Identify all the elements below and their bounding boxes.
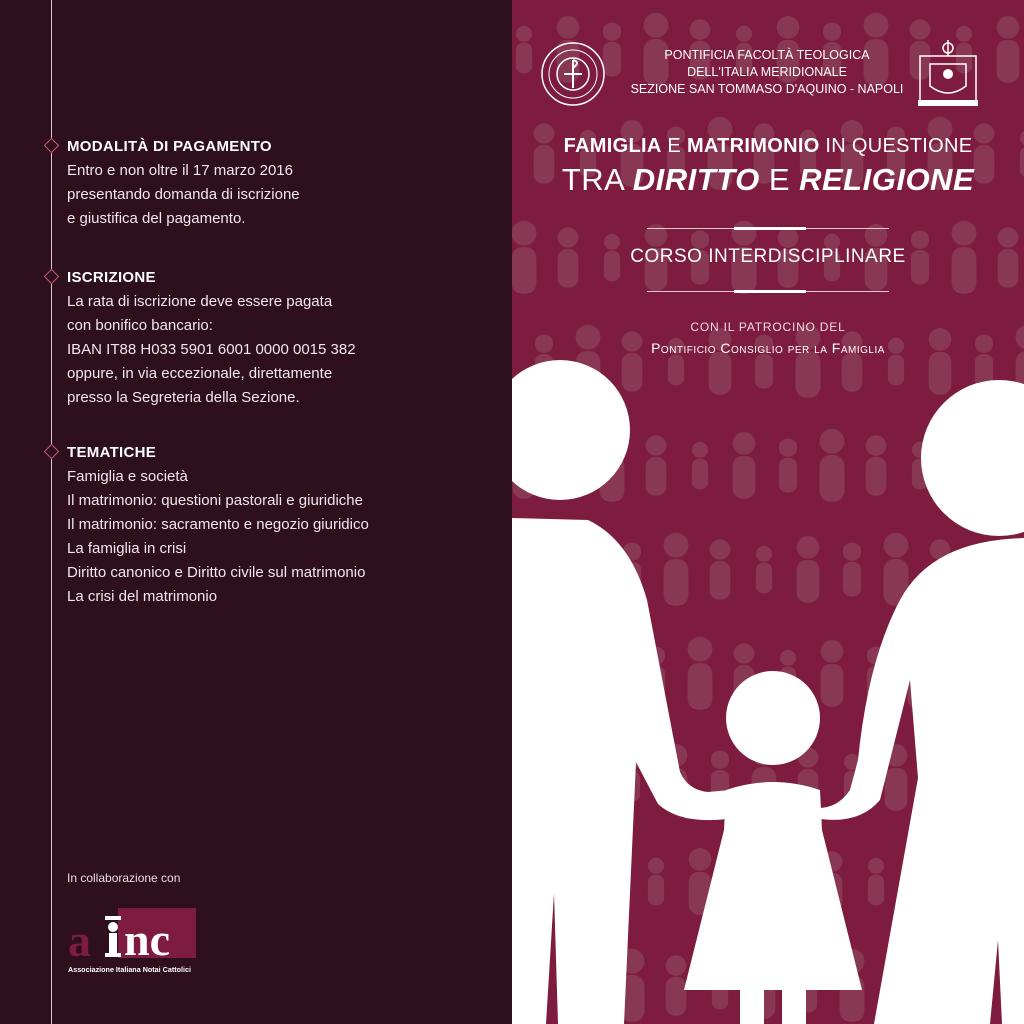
family-silhouette-illustration bbox=[512, 0, 1024, 1024]
diamond-bullet-icon bbox=[44, 138, 60, 154]
mother-head-icon bbox=[921, 380, 1024, 536]
diamond-bullet-icon bbox=[44, 269, 60, 285]
title-word: RELIGIONE bbox=[799, 162, 975, 197]
topic-item: Il matrimonio: sacramento e negozio giuridico bbox=[67, 516, 369, 533]
topic-item: Famiglia e società bbox=[67, 468, 188, 485]
patronage-label: CON IL PATROCINO DEL bbox=[690, 320, 846, 334]
topic-item: La crisi del matrimonio bbox=[67, 588, 218, 605]
collaboration-label: In collaborazione con bbox=[67, 871, 181, 885]
section-title: TEMATICHE bbox=[67, 444, 157, 461]
section-line: Entro e non oltre il 17 marzo 2016 bbox=[67, 162, 293, 179]
section-registration bbox=[67, 269, 487, 410]
topic-item: Diritto canonico e Diritto civile sul matrimonio bbox=[67, 564, 366, 581]
section-title: MODALITÀ DI PAGAMENTO bbox=[67, 138, 272, 155]
section-line: presso la Segreteria della Sezione. bbox=[67, 389, 300, 406]
section-line: oppure, in via eccezionale, direttamente bbox=[67, 365, 333, 382]
section-line: con bonifico bancario: bbox=[67, 317, 213, 334]
child-head-icon bbox=[726, 671, 820, 765]
title-word: DIRITTO bbox=[632, 162, 760, 197]
topic-item: La famiglia in crisi bbox=[67, 540, 187, 557]
title-word: TRA bbox=[561, 162, 633, 197]
ainc-logo bbox=[68, 908, 196, 978]
section-title: ISCRIZIONE bbox=[67, 269, 156, 286]
course-subtitle: CORSO INTERDISCIPLINARE bbox=[630, 246, 906, 267]
svg-text:nc: nc bbox=[124, 914, 170, 965]
father-head-icon bbox=[512, 360, 630, 500]
title-word: E bbox=[661, 135, 687, 157]
section-payment bbox=[67, 138, 487, 231]
topic-item: Il matrimonio: questioni pastorali e giuridiche bbox=[67, 492, 363, 509]
institution-line: DELL'ITALIA MERIDIONALE bbox=[687, 65, 847, 79]
cover-panel bbox=[512, 0, 1024, 1024]
institution-line: PONTIFICIA FACOLTÀ TEOLOGICA bbox=[664, 48, 870, 62]
patronage-name: Pontificio Consiglio per la Famiglia bbox=[651, 340, 885, 356]
section-line: e giustifica del pagamento. bbox=[67, 210, 246, 227]
section-line: presentando domanda di iscrizione bbox=[67, 186, 300, 203]
title-word: MATRIMONIO bbox=[686, 135, 820, 157]
iban-line: IBAN IT88 H033 5901 6001 0000 0015 382 bbox=[67, 341, 356, 358]
logo-caption: Associazione Italiana Notai Cattolici bbox=[68, 965, 192, 974]
title-word: FAMIGLIA bbox=[563, 135, 662, 157]
title-word: E bbox=[759, 162, 800, 197]
diamond-bullet-icon bbox=[44, 444, 60, 460]
title-word: IN QUESTIONE bbox=[819, 135, 973, 157]
institution-line: SEZIONE SAN TOMMASO D'AQUINO - NAPOLI bbox=[630, 82, 904, 96]
svg-text:a: a bbox=[68, 915, 91, 966]
section-line: La rata di iscrizione deve essere pagata bbox=[67, 293, 333, 310]
section-topics bbox=[67, 444, 487, 609]
